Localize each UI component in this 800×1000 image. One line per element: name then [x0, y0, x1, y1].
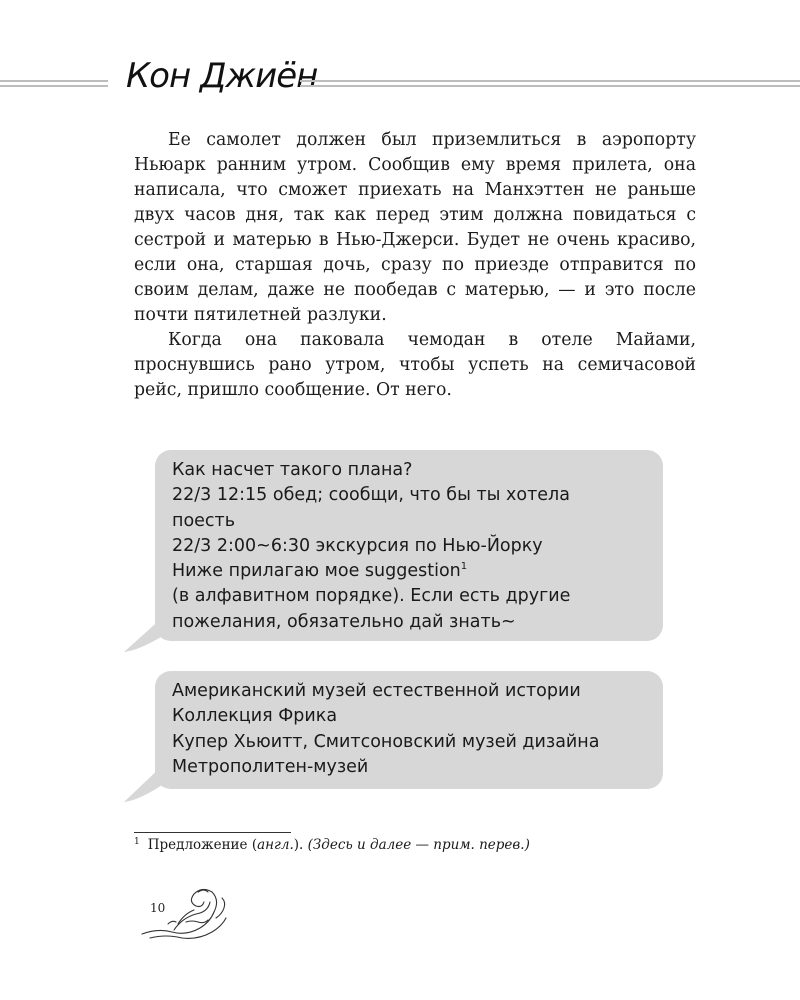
paragraph-2: Когда она паковала чемодан в отеле Майами, проснувшись рано утром, чтобы успеть на семичасовой рейс, пришло сообщение. От него.: [134, 330, 696, 400]
message-1-line: Как насчет такого плана?: [172, 460, 413, 480]
running-head-author: Кон Джиён: [126, 56, 318, 96]
message-1-line: 22/3 2:00~6:30 экскурсия по Нью-Йорку: [172, 535, 543, 556]
message-1-line-text: Ниже прилагаю мое suggestion: [172, 561, 461, 582]
footnote-mark: 1: [134, 837, 140, 847]
message-2-line: Метрополитен-музей: [172, 756, 369, 777]
paragraph-1: Ее самолет должен был приземлиться в аэропорту Ньюарк ранним утром. Сообщив ему время прилета, она написала, что сможет приехать на Манхэттен не раньше двух часов дня, так как перед этим должна повидаться с сестрой и матерью в Нью-Джерси. Будет не очень красиво, если она, старшая дочь, сразу по приезде отправится по своим делам, даже не пообедав с матерью, — и это после почти пятилетней разлуки.: [134, 130, 696, 325]
message-1-line: поесть: [172, 510, 236, 531]
message-1-line: (в алфавитном порядке). Если есть другие: [172, 586, 571, 607]
footnote-reference: 1: [460, 561, 468, 573]
header-rule-left: [0, 80, 108, 87]
footnote-rule: [134, 832, 291, 833]
footnote: [134, 837, 694, 853]
message-1-line: пожелания, обязательно дай знать~: [172, 611, 516, 632]
footnote-note: (Здесь и далее — прим. перев.): [307, 837, 530, 853]
message-2-line: Коллекция Фрика: [172, 706, 338, 727]
header-rule-right: [300, 80, 800, 87]
page-number: 10: [150, 901, 166, 915]
body-text: [134, 128, 696, 403]
message-2-line: Американский музей естественной истории: [172, 681, 581, 701]
footnote-text: Предложение (: [147, 837, 258, 853]
message-1-line: 22/3 12:15 обед; сообщи, что бы ты хотела: [172, 485, 570, 506]
message-2-line: Купер Хьюитт, Смитсоновский музей дизайна: [172, 731, 600, 752]
message-bubble-2: [155, 671, 663, 789]
footnote-text-2: ).: [293, 837, 308, 853]
message-1-line-with-note: [172, 559, 653, 584]
message-bubble-1: [155, 450, 663, 641]
footnote-lang: англ.: [257, 837, 294, 853]
